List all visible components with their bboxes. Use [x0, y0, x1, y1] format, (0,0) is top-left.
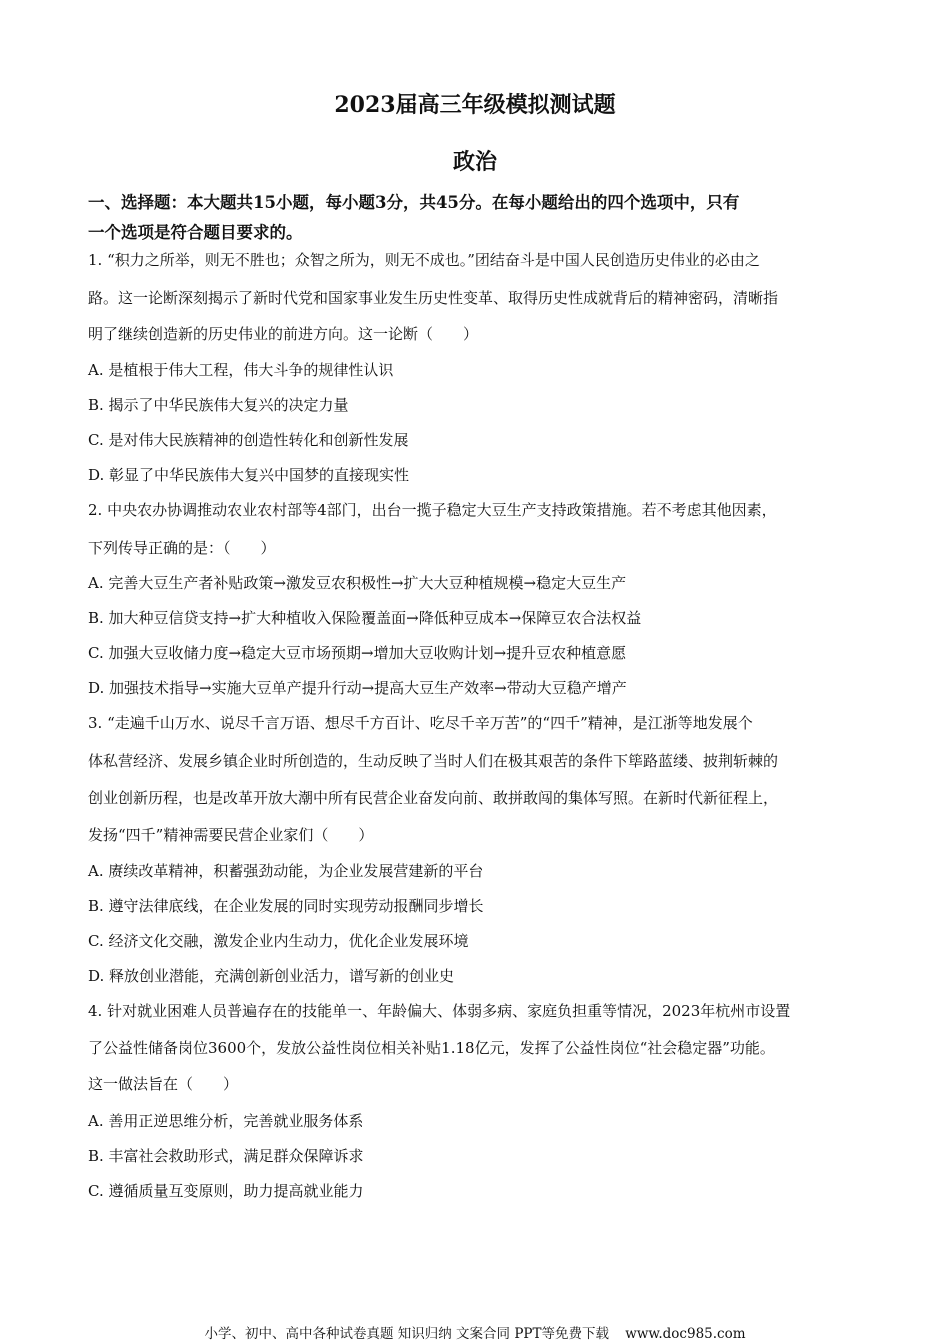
question-1-option-a: A. 是植根于伟大工程，伟大斗争的规律性认识 [88, 361, 394, 379]
question-4-stem-line-1: 4. 针对就业困难人员普遍存在的技能单一、年龄偏大、体弱多病、家庭负担重等情况，2023年杭州市设置 [88, 1002, 791, 1020]
page-footer [0, 1322, 950, 1342]
exam-title: 2023届高三年级模拟测试题 [334, 92, 616, 118]
question-1-option-d: D. 彰显了中华民族伟大复兴中国梦的直接现实性 [88, 466, 410, 484]
question-2-option-c: C. 加强大豆收储力度→稳定大豆市场预期→增加大豆收购计划→提升豆农种植意愿 [88, 644, 627, 662]
question-1-option-b: B. 揭示了中华民族伟大复兴的决定力量 [88, 396, 349, 414]
question-4-stem-line-2: 了公益性储备岗位3600个，发放公益性岗位相关补贴1.18亿元，发挥了公益性岗位“社会稳定器”功能。 [88, 1039, 775, 1057]
question-2-stem-line-1: 2. 中央农办协调推动农业农村部等4部门，出台一揽子稳定大豆生产支持政策措施。若不考虑其他因素， [88, 501, 777, 519]
question-3-stem-line-1: 3. “走遍千山万水、说尽千言万语、想尽千方百计、吃尽千辛万苦”的“四千”精神，是江浙等地发展个 [88, 714, 753, 732]
footer-text: 小学、初中、高中各种试卷真题 知识归纳 文案合同 PPT等免费下载 [204, 1326, 609, 1342]
question-4-option-a: A. 善用正逆思维分析，完善就业服务体系 [88, 1112, 364, 1130]
question-1-stem-line-1: 1. “积力之所举，则无不胜也；众智之所为，则无不成也。”团结奋斗是中国人民创造历史伟业的必由之 [88, 251, 760, 269]
question-3-option-b: B. 遵守法律底线，在企业发展的同时实现劳动报酬同步增长 [88, 897, 484, 915]
question-2-option-d: D. 加强技术指导→实施大豆单产提升行动→提高大豆生产效率→带动大豆稳产增产 [88, 679, 627, 697]
section-instructions [88, 188, 868, 248]
question-4-option-c: C. 遵循质量互变原则，助力提高就业能力 [88, 1182, 364, 1200]
footer-link[interactable]: www.doc985.com [625, 1326, 746, 1342]
question-3-stem-line-4: 发扬“四千”精神需要民营企业家们（ ） [88, 826, 374, 844]
section-instructions-line-1: 一、选择题：本大题共15小题，每小题3分，共45分。在每小题给出的四个选项中，只有 [88, 193, 740, 212]
question-2-option-b: B. 加大种豆信贷支持→扩大种植收入保险覆盖面→降低种豆成本→保障豆农合法权益 [88, 609, 642, 627]
question-3-option-d: D. 释放创业潜能，充满创新创业活力，谱写新的创业史 [88, 967, 455, 985]
question-1-option-c: C. 是对伟大民族精神的创造性转化和创新性发展 [88, 431, 409, 449]
question-4-option-b: B. 丰富社会救助形式，满足群众保障诉求 [88, 1147, 364, 1165]
question-3-option-c: C. 经济文化交融，激发企业内生动力，优化企业发展环境 [88, 932, 469, 950]
question-4-stem-line-3: 这一做法旨在（ ） [88, 1075, 239, 1093]
question-1-stem-line-2: 路。这一论断深刻揭示了新时代党和国家事业发生历史性变革、取得历史性成就背后的精神密码，清晰指 [88, 289, 779, 307]
question-2-stem-line-2: 下列传导正确的是：（ ） [88, 539, 276, 557]
question-3-stem-line-2: 体私营经济、发展乡镇企业时所创造的，生动反映了当时人们在极其艰苦的条件下筚路蓝缕、披荆斩棘的 [88, 752, 779, 770]
section-instructions-line-2: 一个选项是符合题目要求的。 [88, 223, 303, 242]
question-1-stem-line-3: 明了继续创造新的历史伟业的前进方向。这一论断（ ） [88, 325, 479, 343]
question-3-stem-line-3: 创业创新历程，也是改革开放大潮中所有民营企业奋发向前、敢拼敢闯的集体写照。在新时代新征程上， [88, 789, 779, 807]
question-3-option-a: A. 赓续改革精神，积蓄强劲动能，为企业发展营建新的平台 [88, 862, 484, 880]
subject-title: 政治 [452, 149, 497, 175]
question-2-option-a: A. 完善大豆生产者补贴政策→激发豆农积极性→扩大大豆种植规模→稳定大豆生产 [88, 574, 627, 592]
